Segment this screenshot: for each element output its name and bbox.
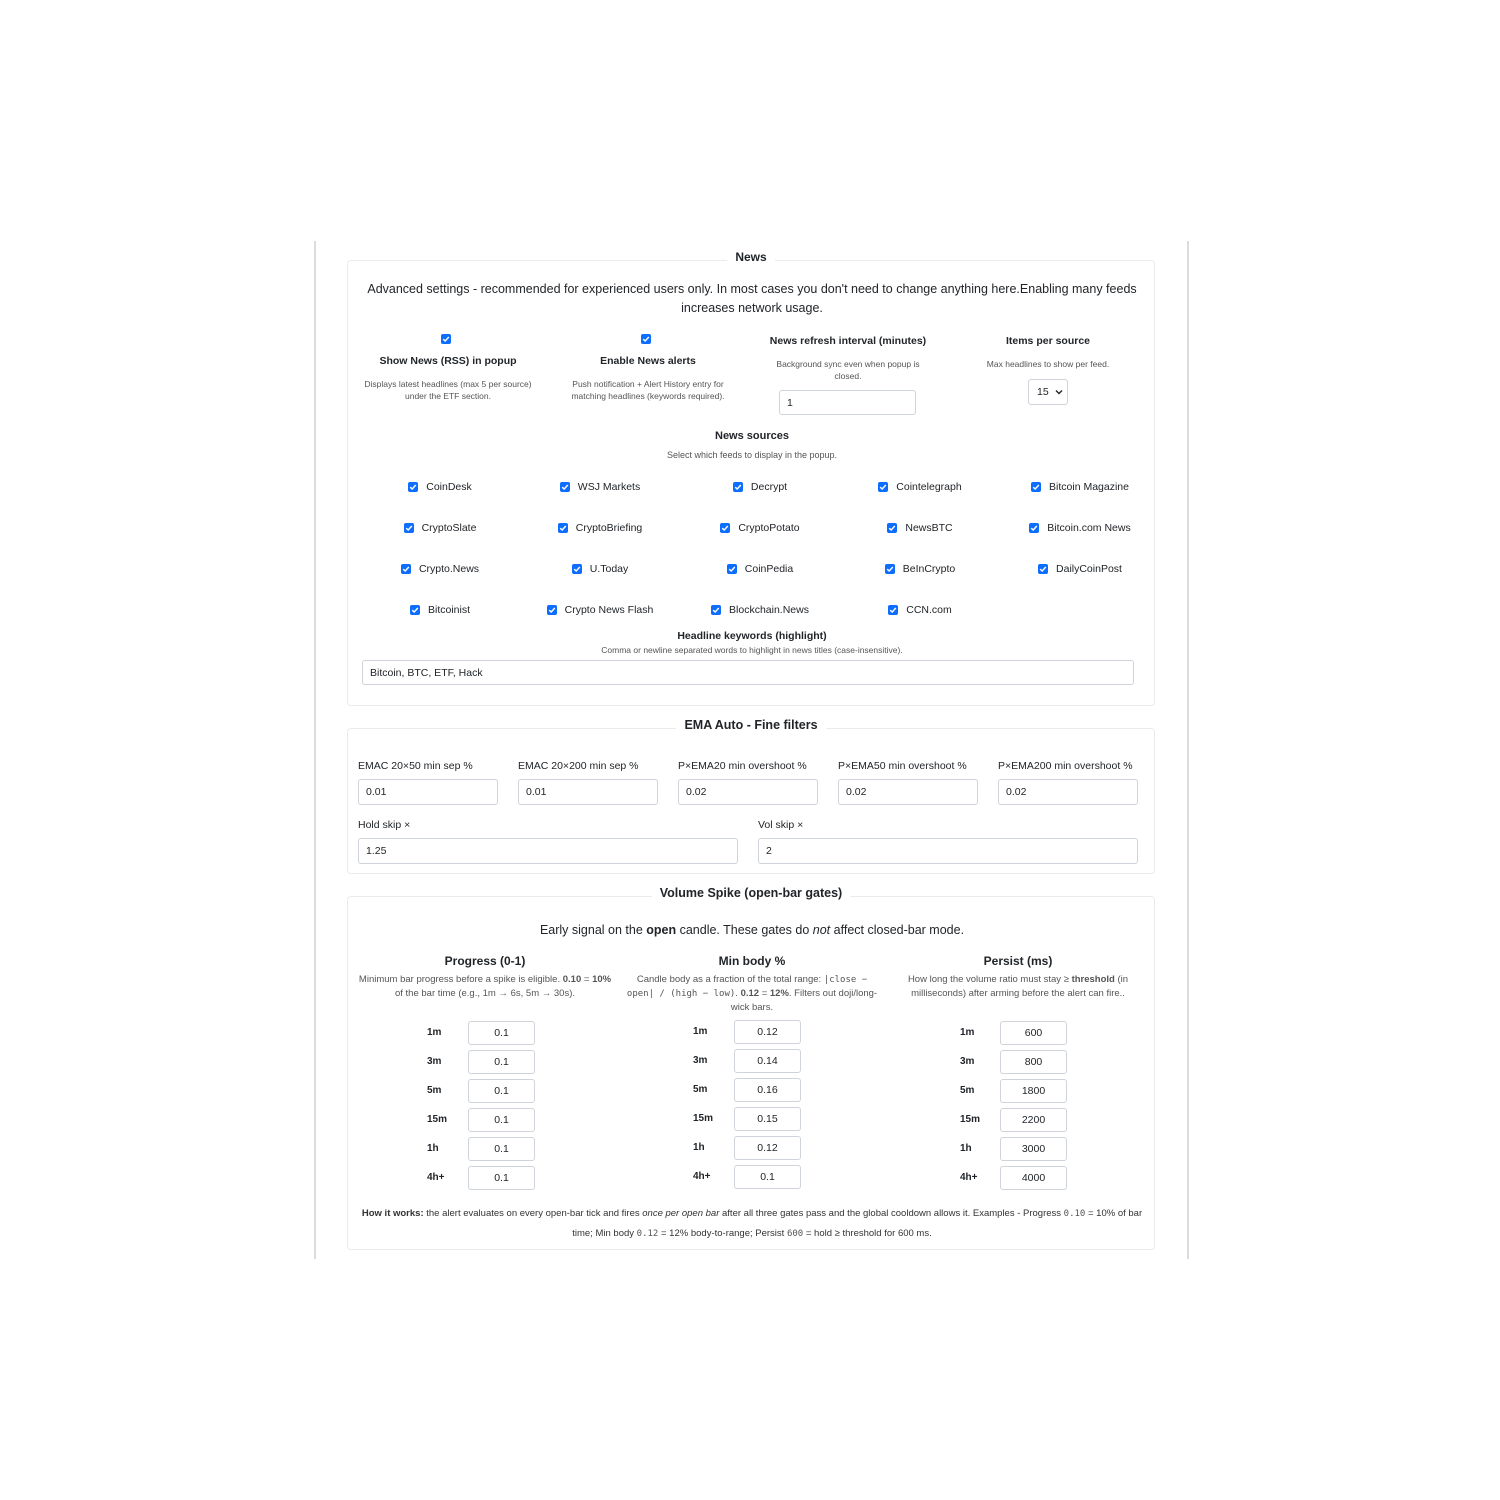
- news-source-option[interactable]: [680, 480, 840, 494]
- news-source-checkbox[interactable]: [885, 564, 895, 574]
- news-source-label: Crypto News Flash: [564, 604, 654, 616]
- news-source-checkbox[interactable]: [888, 605, 898, 615]
- check-icon: [411, 606, 419, 614]
- news-source-label: Decrypt: [750, 481, 788, 493]
- news-source-label: CryptoSlate: [421, 522, 477, 534]
- persist-gate-input[interactable]: 2200: [1000, 1108, 1067, 1132]
- items-per-source-hint: Max headlines to show per feed.: [986, 359, 1110, 369]
- persist-gate-input[interactable]: 3000: [1000, 1137, 1067, 1161]
- items-per-source-label: Items per source: [1005, 335, 1091, 347]
- news-source-label: U.Today: [589, 563, 629, 575]
- check-icon: [734, 483, 742, 491]
- check-icon: [879, 483, 887, 491]
- news-source-checkbox[interactable]: [560, 482, 570, 492]
- hold-skip-label: Hold skip ×: [358, 819, 411, 831]
- news-source-checkbox[interactable]: [558, 523, 568, 533]
- news-source-checkbox[interactable]: [720, 523, 730, 533]
- news-source-label: NewsBTC: [905, 522, 953, 534]
- persist-gate-input[interactable]: 600: [1000, 1021, 1067, 1045]
- news-source-option[interactable]: [1000, 521, 1160, 535]
- enable-alerts-checkbox[interactable]: [641, 334, 651, 344]
- refresh-interval-label: News refresh interval (minutes): [769, 335, 927, 347]
- persist-timeframe-label: 1m: [960, 1027, 975, 1038]
- refresh-interval-input[interactable]: 1: [779, 390, 916, 415]
- news-legend: News: [727, 250, 774, 264]
- persist-gate-input[interactable]: 1800: [1000, 1079, 1067, 1103]
- news-source-option[interactable]: [1000, 480, 1160, 494]
- ema-field-label: P×EMA200 min overshoot %: [998, 760, 1133, 772]
- persist-timeframe-label: 3m: [960, 1056, 975, 1067]
- news-source-checkbox[interactable]: [572, 564, 582, 574]
- show-news-label: Show News (RSS) in popup: [379, 355, 517, 367]
- items-per-source-select[interactable]: [1028, 379, 1068, 405]
- check-icon: [1030, 524, 1038, 532]
- news-source-label: BeInCrypto: [902, 563, 956, 575]
- how-it-works-note: How it works: the alert evaluates on every open-bar tick and fires once per open bar after all three gates pass and the global cooldown allows it. Examples - Progress 0.10 = 10% of bar time; Min body 0.12 = 12% body-to-range; Persist 600 = hold ≥ threshold for 600 ms.: [361, 1208, 1143, 1239]
- news-source-option[interactable]: [520, 480, 680, 494]
- vol-skip-input[interactable]: 2: [758, 838, 1138, 864]
- news-source-checkbox[interactable]: [1031, 482, 1041, 492]
- progress-gate-input[interactable]: 0.1: [468, 1108, 535, 1132]
- progress-gate-input[interactable]: 0.1: [468, 1021, 535, 1045]
- check-icon: [728, 565, 736, 573]
- check-icon: [721, 524, 729, 532]
- news-source-label: WSJ Markets: [577, 481, 641, 493]
- items-per-source-value: 15: [1037, 386, 1049, 398]
- progress-timeframe-label: 15m: [427, 1114, 448, 1125]
- min-body-hint: Candle body as a fraction of the total range: |close − open| / (high − low). 0.12 = 12%. Filters out doji/long-wick bars.: [626, 974, 878, 1013]
- progress-timeframe-label: 4h+: [427, 1172, 445, 1183]
- enable-alerts-label: Enable News alerts: [600, 355, 696, 367]
- check-icon: [1039, 565, 1047, 573]
- ema-field-input[interactable]: 0.02: [678, 779, 818, 805]
- progress-title: Progress (0-1): [444, 954, 526, 968]
- show-news-hint: Displays latest headlines (max 5 per source) under the ETF section.: [364, 379, 532, 401]
- ema-field-input[interactable]: 0.01: [358, 779, 498, 805]
- news-source-option[interactable]: [680, 521, 840, 535]
- ema-field-label: EMAC 20×50 min sep %: [358, 760, 473, 772]
- news-source-checkbox[interactable]: [401, 564, 411, 574]
- min_body-gate-input[interactable]: 0.12: [734, 1136, 801, 1160]
- progress-gate-input[interactable]: 0.1: [468, 1137, 535, 1161]
- progress-hint: Minimum bar progress before a spike is eligible. 0.10 = 10% of the bar time (e.g., 1m → 6s, 5m → 30s).: [358, 974, 612, 999]
- persist-timeframe-label: 5m: [960, 1085, 975, 1096]
- news-source-checkbox[interactable]: [1038, 564, 1048, 574]
- check-icon: [889, 606, 897, 614]
- progress-timeframe-label: 5m: [427, 1085, 442, 1096]
- ema-field-input[interactable]: 0.01: [518, 779, 658, 805]
- news-source-label: Cointelegraph: [896, 481, 962, 493]
- news-source-checkbox[interactable]: [887, 523, 897, 533]
- min_body-timeframe-label: 5m: [693, 1084, 708, 1095]
- min_body-timeframe-label: 3m: [693, 1055, 708, 1066]
- news-source-label: Bitcoin.com News: [1047, 522, 1131, 534]
- progress-timeframe-label: 1m: [427, 1027, 442, 1038]
- ema-legend: EMA Auto - Fine filters: [676, 718, 825, 732]
- check-icon: [548, 606, 556, 614]
- hold-skip-input[interactable]: 1.25: [358, 838, 738, 864]
- persist-timeframe-label: 1h: [960, 1143, 972, 1154]
- check-icon: [573, 565, 581, 573]
- ema-field-label: P×EMA20 min overshoot %: [678, 760, 807, 772]
- news-source-option[interactable]: [360, 603, 520, 617]
- vol-skip-label: Vol skip ×: [758, 819, 804, 831]
- ema-field-input[interactable]: 0.02: [998, 779, 1138, 805]
- news-source-label: Blockchain.News: [729, 604, 809, 616]
- news-source-label: Bitcoin Magazine: [1049, 481, 1129, 493]
- news-source-checkbox[interactable]: [733, 482, 743, 492]
- check-icon: [402, 565, 410, 573]
- news-source-label: DailyCoinPost: [1056, 563, 1122, 575]
- news-source-option[interactable]: [840, 603, 1000, 617]
- progress-gate-input[interactable]: 0.1: [468, 1079, 535, 1103]
- min-body-title: Min body %: [718, 954, 786, 968]
- chevron-down-icon: [1055, 389, 1063, 395]
- min_body-timeframe-label: 1h: [693, 1142, 705, 1153]
- persist-title: Persist (ms): [983, 954, 1053, 968]
- news-sources-hint: Select which feeds to display in the popup.: [666, 450, 838, 460]
- progress-gate-input[interactable]: 0.1: [468, 1166, 535, 1190]
- news-source-label: CoinDesk: [426, 481, 472, 493]
- check-icon: [561, 483, 569, 491]
- min_body-gate-input[interactable]: 0.15: [734, 1107, 801, 1131]
- volume-spike-section: [347, 886, 1155, 1250]
- news-source-option[interactable]: [680, 603, 840, 617]
- news-source-label: CoinPedia: [744, 563, 794, 575]
- min_body-gate-input[interactable]: 0.16: [734, 1078, 801, 1102]
- news-source-option[interactable]: [520, 603, 680, 617]
- progress-timeframe-label: 3m: [427, 1056, 442, 1067]
- min_body-timeframe-label: 15m: [693, 1113, 714, 1124]
- refresh-interval-hint: Background sync even when popup is closed.: [776, 359, 920, 381]
- persist-hint: How long the volume ratio must stay ≥ threshold (in milliseconds) after arming before the alert can fire..: [907, 974, 1129, 999]
- check-icon: [409, 483, 417, 491]
- min_body-timeframe-label: 1m: [693, 1026, 708, 1037]
- min_body-timeframe-label: 4h+: [693, 1171, 711, 1182]
- check-icon: [888, 524, 896, 532]
- min_body-gate-input[interactable]: 0.1: [734, 1165, 801, 1189]
- progress-timeframe-label: 1h: [427, 1143, 439, 1154]
- news-source-option[interactable]: [840, 562, 1000, 576]
- check-icon: [442, 335, 450, 343]
- news-source-checkbox[interactable]: [404, 523, 414, 533]
- check-icon: [1032, 483, 1040, 491]
- keywords-hint: Comma or newline separated words to highlight in news titles (case-insensitive).: [601, 645, 903, 655]
- min_body-gate-input[interactable]: 0.12: [734, 1020, 801, 1044]
- persist-timeframe-label: 4h+: [960, 1172, 978, 1183]
- news-source-option[interactable]: [360, 521, 520, 535]
- news-source-option[interactable]: [840, 480, 1000, 494]
- ema-field-input[interactable]: 0.02: [838, 779, 978, 805]
- news-source-option[interactable]: [360, 562, 520, 576]
- news-source-checkbox[interactable]: [547, 605, 557, 615]
- enable-alerts-hint: Push notification + Alert History entry for matching headlines (keywords required).: [571, 379, 725, 401]
- check-icon: [559, 524, 567, 532]
- news-source-checkbox[interactable]: [878, 482, 888, 492]
- persist-gate-input[interactable]: 800: [1000, 1050, 1067, 1074]
- volume-intro: Early signal on the open candle. These gates do not affect closed-bar mode.: [539, 923, 965, 937]
- progress-gate-input[interactable]: 0.1: [468, 1050, 535, 1074]
- ema-field-label: P×EMA50 min overshoot %: [838, 760, 967, 772]
- check-icon: [405, 524, 413, 532]
- news-section: [347, 250, 1155, 706]
- news-source-label: Bitcoinist: [427, 604, 470, 616]
- news-source-label: Crypto.News: [418, 563, 480, 575]
- news-source-checkbox[interactable]: [727, 564, 737, 574]
- check-icon: [886, 565, 894, 573]
- news-source-option[interactable]: [1000, 562, 1160, 576]
- news-source-label: CryptoPotato: [738, 522, 800, 534]
- news-sources-title: News sources: [715, 430, 789, 442]
- persist-timeframe-label: 15m: [960, 1114, 981, 1125]
- news-source-checkbox[interactable]: [408, 482, 418, 492]
- keywords-input[interactable]: Bitcoin, BTC, ETF, Hack: [362, 660, 1134, 685]
- news-source-option[interactable]: [840, 521, 1000, 535]
- news-source-label: CryptoBriefing: [575, 522, 643, 534]
- min_body-gate-input[interactable]: 0.14: [734, 1049, 801, 1073]
- news-source-label: CCN.com: [906, 604, 952, 616]
- news-source-option[interactable]: [360, 480, 520, 494]
- news-intro: Advanced settings - recommended for experienced users only. In most cases you don't need to change anything here.Enabling many feeds increases network usage.: [367, 282, 1137, 315]
- show-news-checkbox[interactable]: [441, 334, 451, 344]
- news-source-option[interactable]: [520, 521, 680, 535]
- persist-gate-input[interactable]: 4000: [1000, 1166, 1067, 1190]
- news-source-checkbox[interactable]: [410, 605, 420, 615]
- keywords-title: Headline keywords (highlight): [677, 630, 827, 642]
- check-icon: [712, 606, 720, 614]
- news-source-option[interactable]: [520, 562, 680, 576]
- news-source-checkbox[interactable]: [711, 605, 721, 615]
- check-icon: [642, 335, 650, 343]
- ema-section: [347, 718, 1155, 874]
- news-source-option[interactable]: [680, 562, 840, 576]
- news-source-checkbox[interactable]: [1029, 523, 1039, 533]
- ema-field-label: EMAC 20×200 min sep %: [518, 760, 639, 772]
- volume-legend: Volume Spike (open-bar gates): [652, 886, 850, 900]
